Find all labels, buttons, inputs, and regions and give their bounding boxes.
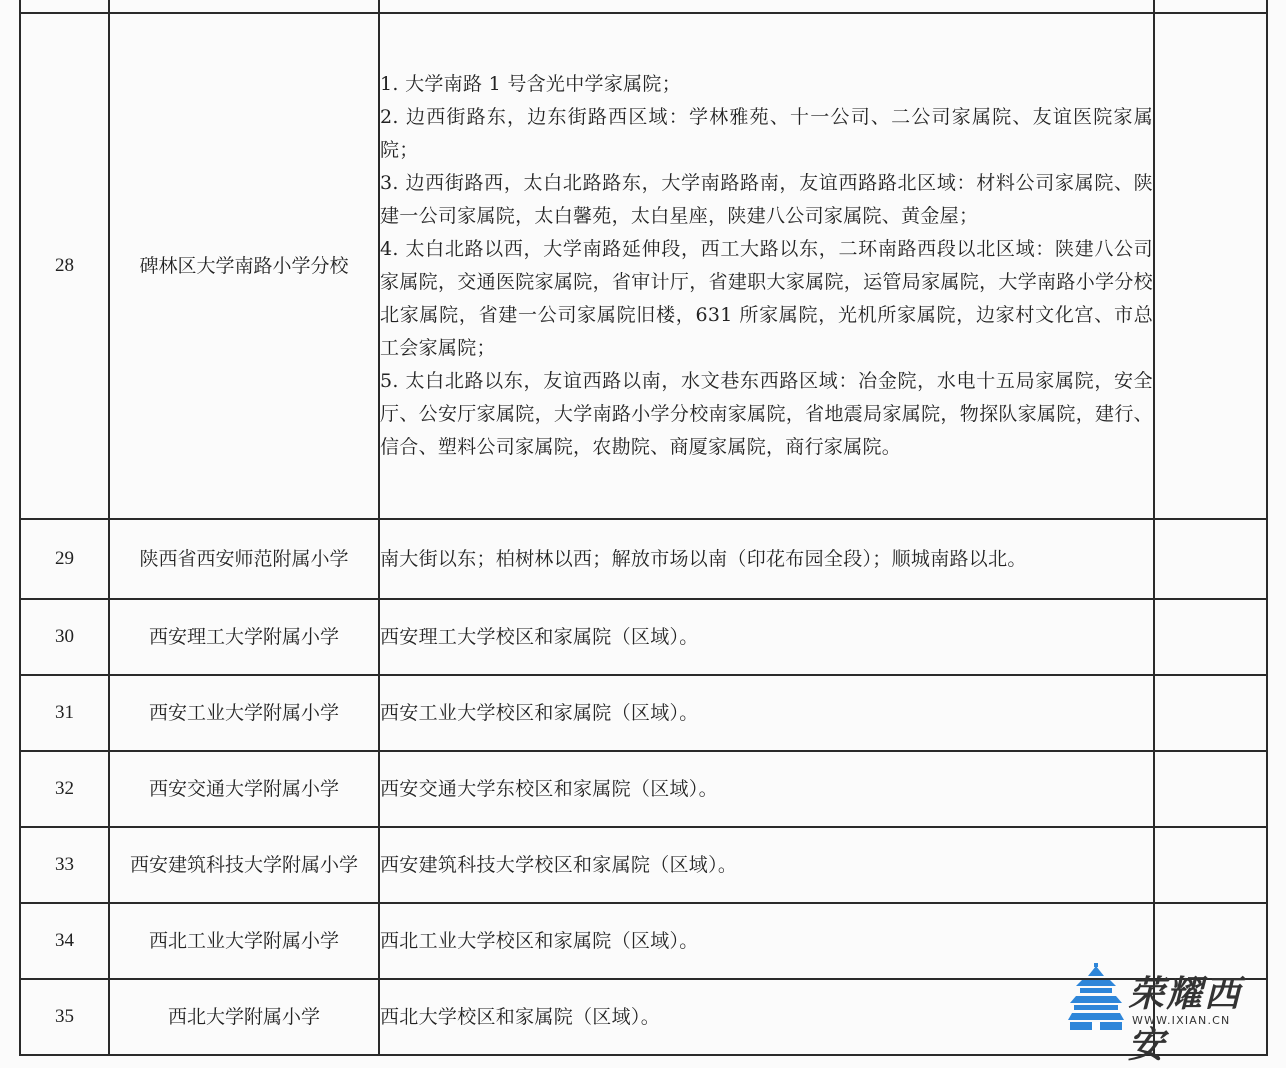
district-area: 南大街以东；柏树林以西；解放市场以南（印花布园全段）；顺城南路以北。 xyxy=(379,519,1154,599)
row-number: 32 xyxy=(20,751,109,827)
district-area: 西北工业大学校区和家属院（区域）。 xyxy=(379,903,1154,979)
school-name: 西北工业大学附属小学 xyxy=(109,903,379,979)
school-name: 西安交通大学附属小学 xyxy=(109,751,379,827)
district-area: 西安理工大学校区和家属院（区域）。 xyxy=(379,599,1154,675)
table-row xyxy=(20,13,1267,519)
table-row xyxy=(20,519,1267,599)
district-area: 西北大学校区和家属院（区域）。 xyxy=(379,979,1154,1055)
table-row xyxy=(20,827,1267,903)
district-area: 西安交通大学东校区和家属院（区域）。 xyxy=(379,751,1154,827)
area-line: 5. 太白北路以东，友谊西路以南，水文巷东西路区域：冶金院，水电十五局家属院，安全厅、公安厅家属院，大学南路小学分校南家属院，省地震局家属院，物探队家属院，建行、信合、塑料公司家属院，农勘院、商厦家属院，商行家属院。 xyxy=(380,370,1153,458)
area-line: 4. 太白北路以西，大学南路延伸段，西工大路以东，二环南路西段以北区域：陕建八公司家属院，交通医院家属院，省审计厅，省建职大家属院，运管局家属院，大学南路小学分校北家属院，省建一公司家属院旧楼，631 所家属院，光机所家属院，边家村文化宫、市总工会家属院； xyxy=(380,238,1153,359)
remarks-cell xyxy=(1154,827,1267,903)
table-row xyxy=(20,599,1267,675)
remarks-cell xyxy=(1154,13,1267,519)
row-number: 30 xyxy=(20,599,109,675)
row-number: 35 xyxy=(20,979,109,1055)
remarks-cell xyxy=(1154,599,1267,675)
tower-logo-icon xyxy=(1068,962,1124,1032)
school-name: 陕西省西安师范附属小学 xyxy=(109,519,379,599)
school-district-table xyxy=(19,0,1268,1056)
row-number: 28 xyxy=(20,13,109,519)
school-name: 西安工业大学附属小学 xyxy=(109,675,379,751)
district-area: 西安工业大学校区和家属院（区域）。 xyxy=(379,675,1154,751)
school-name: 西安理工大学附属小学 xyxy=(109,599,379,675)
row-number: 34 xyxy=(20,903,109,979)
school-name: 西安建筑科技大学附属小学 xyxy=(109,827,379,903)
area-line: 3. 边西街路西，太白北路路东，大学南路路南，友谊西路路北区域：材料公司家属院、陕建一公司家属院，太白馨苑，太白星座，陕建八公司家属院、黄金屋； xyxy=(380,172,1153,227)
district-area: 西安建筑科技大学校区和家属院（区域）。 xyxy=(379,827,1154,903)
row-number: 29 xyxy=(20,519,109,599)
table-row xyxy=(20,751,1267,827)
school-name: 碑林区大学南路小学分校 xyxy=(109,13,379,519)
area-line: 2. 边西街路东，边东街路西区域：学林雅苑、十一公司、二公司家属院、友谊医院家属院； xyxy=(380,106,1153,161)
row-number: 31 xyxy=(20,675,109,751)
table-row-clipped xyxy=(20,0,1267,13)
remarks-cell xyxy=(1154,751,1267,827)
school-name: 西北大学附属小学 xyxy=(109,979,379,1055)
remarks-cell xyxy=(1154,519,1267,599)
watermark xyxy=(1068,958,1268,1066)
area-line: 1. 大学南路 1 号含光中学家属院； xyxy=(380,73,682,95)
row-number: 33 xyxy=(20,827,109,903)
remarks-cell xyxy=(1154,675,1267,751)
district-area xyxy=(379,13,1154,519)
watermark-url: WWW.IXIAN.CN xyxy=(1132,1014,1231,1027)
table-row xyxy=(20,675,1267,751)
watermark-title: 荣耀西安 xyxy=(1128,973,1243,1066)
